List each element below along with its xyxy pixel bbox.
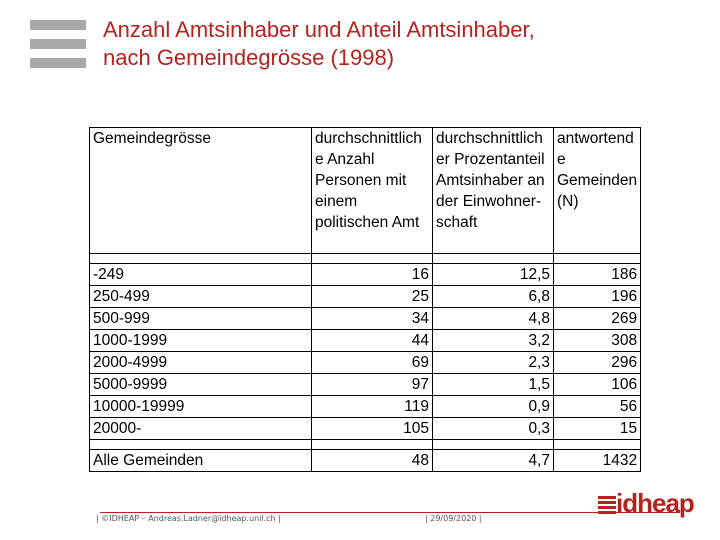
table-cell: -249 [90,264,312,286]
footer-credit: | ©IDHEAP – Andreas.Ladner@idheap.unil.ch | [96,514,281,523]
table-row [90,308,641,330]
table-row [90,352,641,374]
table-header-row [90,128,641,254]
table-spacer-row [90,254,641,264]
header-cell-avg-count: durchschnittlich e Anzahl Personen mit einem politischen Amt [312,128,433,254]
footer-divider [100,512,680,513]
idheap-logo [598,488,694,520]
table-spacer-row [90,440,641,450]
table-cell: 25 [312,286,433,308]
table-cell: 119 [312,396,433,418]
table-cell: 105 [312,418,433,440]
table-cell: 20000- [90,418,312,440]
logo-bar [30,20,86,30]
table-cell: 2000-4999 [90,352,312,374]
header-cell-responding: antwortend e Gemeinden (N) [554,128,641,254]
header-cell-size: Gemeindegrösse [90,128,312,254]
total-cell: 48 [312,450,433,472]
slide-title [103,16,703,72]
table-cell: 1000-1999 [90,330,312,352]
total-label-cell: Alle Gemeinden [90,450,312,472]
table-row [90,418,641,440]
brand-wordmark: idheap [616,488,694,518]
table-cell: 296 [554,352,641,374]
table-cell: 250-499 [90,286,312,308]
table-row [90,374,641,396]
table-cell: 10000-19999 [90,396,312,418]
table-row [90,264,641,286]
logo-stripes-icon [598,496,616,516]
table-cell: 196 [554,286,641,308]
table-cell: 186 [554,264,641,286]
table-cell: 500-999 [90,308,312,330]
table-cell: 1,5 [433,374,554,396]
table-cell: 0,9 [433,396,554,418]
table-cell: 6,8 [433,286,554,308]
table-cell: 15 [554,418,641,440]
logo-bar [30,58,86,68]
title-line-1: Anzahl Amtsinhaber und Anteil Amtsinhaber, [103,17,535,42]
table-cell: 269 [554,308,641,330]
table-cell: 3,2 [433,330,554,352]
total-cell: 1432 [554,450,641,472]
data-table [89,127,641,472]
table-cell: 16 [312,264,433,286]
table-cell: 4,8 [433,308,554,330]
table-cell: 2,3 [433,352,554,374]
table-cell: 34 [312,308,433,330]
slide-logo-bars [30,20,86,77]
table-cell: 56 [554,396,641,418]
data-table-container [89,127,641,472]
logo-bar [30,39,86,49]
table-cell: 44 [312,330,433,352]
table-row [90,330,641,352]
table-row [90,286,641,308]
table-cell: 5000-9999 [90,374,312,396]
table-cell: 308 [554,330,641,352]
table-cell: 12,5 [433,264,554,286]
title-line-2: nach Gemeindegrösse (1998) [103,45,395,70]
table-total-row [90,450,641,472]
table-row [90,396,641,418]
table-cell: 97 [312,374,433,396]
table-cell: 0,3 [433,418,554,440]
table-cell: 106 [554,374,641,396]
header-cell-avg-percent: durchschnittlich er Prozentanteil Amtsinhaber an der Einwohner- schaft [433,128,554,254]
total-cell: 4,7 [433,450,554,472]
table-cell: 69 [312,352,433,374]
footer-date: | 29/09/2020 | [425,514,482,523]
